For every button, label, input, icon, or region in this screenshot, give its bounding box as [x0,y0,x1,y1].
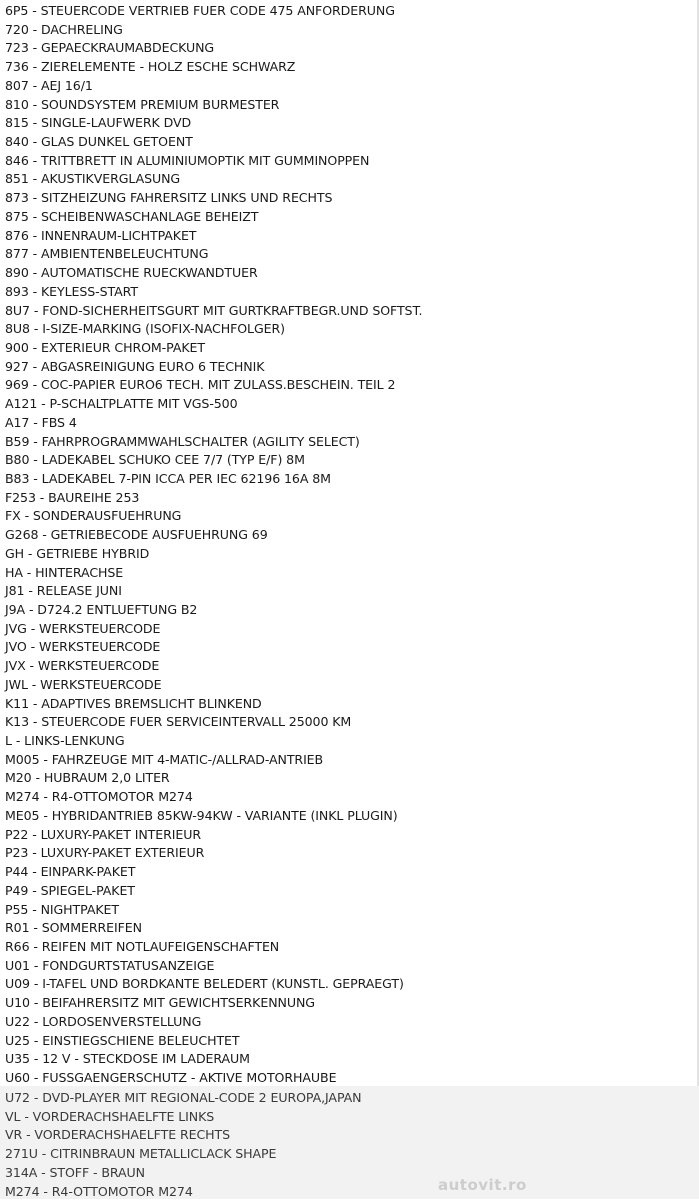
option-item: VR - VORDERACHSHAELFTE RECHTS [5,1127,231,1143]
option-item: U25 - EINSTIEGSCHIENE BELEUCHTET [5,1032,240,1048]
option-item: 271U - CITRINBRAUN METALLICLACK SHAPE [5,1146,277,1162]
option-item: 893 - KEYLESS-START [5,283,138,299]
option-item: M005 - FAHRZEUGE MIT 4-MATIC-/ALLRAD-ANTRIEB [5,751,324,767]
option-item: R01 - SOMMERREIFEN [5,920,142,936]
option-item: P23 - LUXURY-PAKET EXTERIEUR [5,845,205,861]
option-item: 810 - SOUNDSYSTEM PREMIUM BURMESTER [5,96,280,112]
option-item: 815 - SINGLE-LAUFWERK DVD [5,115,192,131]
option-item: P44 - EINPARK-PAKET [5,864,136,880]
option-item: P22 - LUXURY-PAKET INTERIEUR [5,826,201,842]
option-item: JVX - WERKSTEUERCODE [5,658,160,674]
option-item: JWL - WERKSTEUERCODE [5,676,162,692]
option-item: A17 - FBS 4 [5,414,77,430]
option-item: G268 - GETRIEBECODE AUSFUEHRUNG 69 [5,527,268,543]
option-item: 877 - AMBIENTENBELEUCHTUNG [5,246,209,262]
option-item: 873 - SITZHEIZUNG FAHRERSITZ LINKS UND RECHTS [5,190,333,206]
option-item: U01 - FONDGURTSTATUSANZEIGE [5,957,215,973]
option-item: R66 - REIFEN MIT NOTLAUFEIGENSCHAFTEN [5,938,280,954]
option-item: M274 - R4-OTTOMOTOR M274 [5,789,193,805]
option-item: F253 - BAUREIHE 253 [5,489,140,505]
option-item: 851 - AKUSTIKVERGLASUNG [5,171,181,187]
option-item: U22 - LORDOSENVERSTELLUNG [5,1013,202,1029]
option-item: JVO - WERKSTEUERCODE [5,639,161,655]
option-item: 314A - STOFF - BRAUN [5,1164,145,1180]
option-item: VL - VORDERACHSHAELFTE LINKS [5,1108,215,1124]
option-item: A121 - P-SCHALTPLATTE MIT VGS-500 [5,396,238,412]
option-item: 890 - AUTOMATISCHE RUECKWANDTUER [5,265,258,281]
option-item: M274 - R4-OTTOMOTOR M274 [5,1183,193,1199]
option-item: J9A - D724.2 ENTLUEFTUNG B2 [5,602,198,617]
option-item: 8U7 - FOND-SICHERHEITSGURT MIT GURTKRAFTBEGR.UND SOFTST. [5,302,423,318]
option-item: 900 - EXTERIEUR CHROM-PAKET [5,339,205,355]
options-list-more [0,1086,699,1201]
option-item: M20 - HUBRAUM 2,0 LITER [5,770,170,786]
option-item: 8U8 - I-SIZE-MARKING (ISOFIX-NACHFOLGER) [5,321,285,337]
option-item: 6P5 - STEUERCODE VERTRIEB FUER CODE 475 ANFORDERUNG [5,3,395,18]
option-item: 875 - SCHEIBENWASCHANLAGE BEHEIZT [5,208,259,224]
option-item: 927 - ABGASREINIGUNG EURO 6 TECHNIK [5,358,265,374]
option-item: 807 - AEJ 16/1 [5,77,93,93]
option-item: U10 - BEIFAHRERSITZ MIT GEWICHTSERKENNUNG [5,995,315,1011]
option-item: HA - HINTERACHSE [5,564,124,580]
option-item: 720 - DACHRELING [5,21,123,37]
option-item: JVG - WERKSTEUERCODE [5,620,161,636]
option-item: 723 - GEPAECKRAUMABDECKUNG [5,40,215,56]
option-item: 969 - COC-PAPIER EURO6 TECH. MIT ZULASS.BESCHEIN. TEIL 2 [5,377,396,393]
option-item: K11 - ADAPTIVES BREMSLICHT BLINKEND [5,695,262,711]
option-item: U72 - DVD-PLAYER MIT REGIONAL-CODE 2 EUROPA,JAPAN [5,1090,362,1105]
option-item: K13 - STEUERCODE FUER SERVICEINTERVALL 25000 KM [5,714,352,730]
option-item: FX - SONDERAUSFUEHRUNG [5,508,182,524]
option-item: 876 - INNENRAUM-LICHTPAKET [5,227,197,243]
option-item: J81 - RELEASE JUNI [5,583,122,599]
option-item: GH - GETRIEBE HYBRID [5,545,150,561]
option-item: 846 - TRITTBRETT IN ALUMINIUMOPTIK MIT GUMMINOPPEN [5,152,370,168]
option-item: 736 - ZIERELEMENTE - HOLZ ESCHE SCHWARZ [5,59,296,75]
option-item: U35 - 12 V - STECKDOSE IM LADERAUM [5,1051,250,1067]
option-item: P55 - NIGHTPAKET [5,901,119,917]
option-item: U60 - FUSSGAENGERSCHUTZ - AKTIVE MOTORHAUBE [5,1069,337,1085]
option-item: U09 - I-TAFEL UND BORDKANTE BELEDERT (KUNSTL. GEPRAEGT) [5,976,404,992]
option-item: P49 - SPIEGEL-PAKET [5,882,135,898]
option-item: B80 - LADEKABEL SCHUKO CEE 7/7 (TYP E/F) 8M [5,452,305,468]
option-item: B83 - LADEKABEL 7-PIN ICCA PER IEC 62196 16A 8M [5,470,331,486]
option-item: B59 - FAHRPROGRAMMWAHLSCHALTER (AGILITY SELECT) [5,433,360,449]
option-item: 840 - GLAS DUNKEL GETOENT [5,134,193,150]
watermark-logo: autovit.ro [438,1176,527,1194]
options-list-more-panel [0,1086,699,1199]
option-item: L - LINKS-LENKUNG [5,733,125,749]
option-item: ME05 - HYBRIDANTRIEB 85KW-94KW - VARIANTE (INKL PLUGIN) [5,807,398,823]
